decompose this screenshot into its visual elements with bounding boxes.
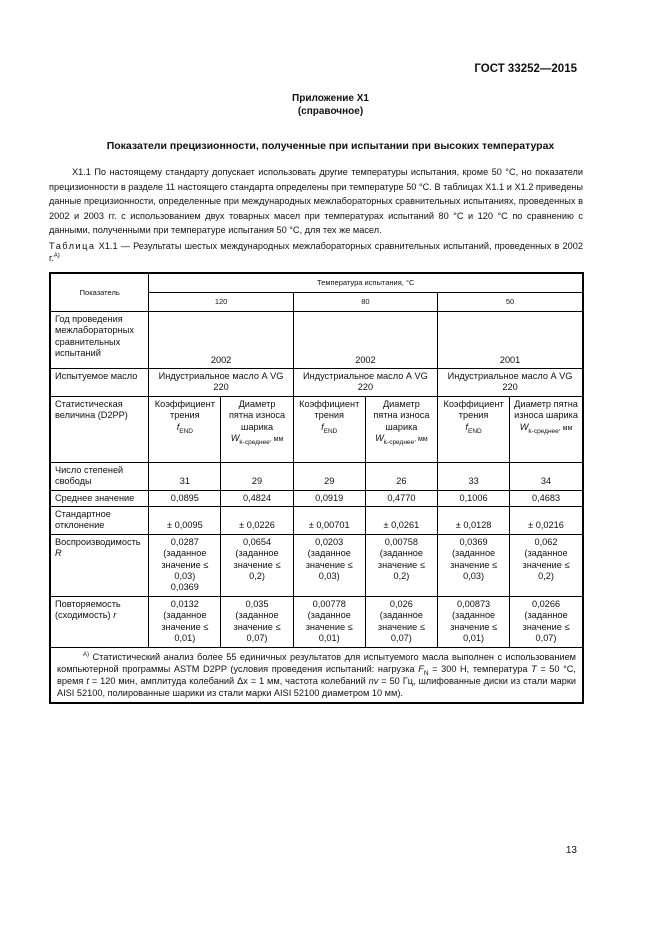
table-footnote-row [50, 647, 583, 703]
paragraph-x1-1: Х1.1 По настоящему стандарту допускает использовать другие температуры испытания, кроме 50 °С, но показатели прецизионности в разделе 11 настоящего стандарта определены при температуре 50 °С. В таблицах Х1.1 и Х1.2 приведены данные прецизионности, определенные при международных межлабораторных сравнительных испытаниях, проведенных в 2002 и 2003 гг. с использованием двух товарных масел при температурах испытаний 80 °С и 120 °С по сравнению с данными, полученными при температуре испытания 50 °С, для тех же масел. [49, 167, 583, 236]
cell-diameter-50: Диаметр пятна износа шарика $W_{k-среднее}$, мм [510, 396, 583, 462]
cell-year-50: 2001 [438, 312, 583, 369]
cell-sd: ± 0,0095 [149, 507, 221, 535]
cell-repro: 0,0287 (заданное значение ≤ 0,03) 0,0369 [149, 534, 221, 596]
cell-year-120: 2002 [149, 312, 293, 369]
cell-sd: ± 0,0128 [438, 507, 510, 535]
table-row [50, 396, 583, 462]
cell-repro: 0,0654 (заданное значение ≤ 0,2) [221, 534, 293, 596]
cell-repeat: 0,0266 (заданное значение ≤ 0,07) [510, 596, 583, 647]
annex-title [0, 92, 661, 118]
table-row [50, 462, 583, 490]
cell-dof: 34 [510, 462, 583, 490]
results-table [49, 272, 584, 704]
cell-repro: 0,0203 (заданное значение ≤ 0,03) [293, 534, 365, 596]
cell-dof: 29 [221, 462, 293, 490]
cell-diameter-120: Диаметр пятна износа шарика $W_{k-среднее}$, мм [221, 396, 293, 462]
table-footnote: $^{A)}$ Статистический анализ более 55 единичных результатов для испытуемого масла выполнен с использованием компьютерной программы ASTM D2PP (условия проведения испытаний: нагрузка $F_N = 300$ Н, температура T = 50 °С, время t = 120 мин, амплитуда колебаний Δx = 1 мм, частота колебаний nv = 50 Гц, шлифованные диски из стали марки AISI 52100, полированные шарики из стали марки AISI 52100 диаметром 10 мм). [50, 647, 583, 703]
cell-repeat: 0,00778 (заданное значение ≤ 0,01) [293, 596, 365, 647]
table-caption-label: Таблица [49, 241, 96, 251]
row-label-mean: Среднее значение [50, 490, 149, 506]
cell-oil-120: Индустриальное масло А VG 220 [149, 369, 293, 397]
annex-label: Приложение Х1 [292, 93, 369, 104]
cell-dof: 29 [293, 462, 365, 490]
table-row [50, 312, 583, 369]
table-row [50, 490, 583, 506]
cell-repeat: 0,035 (заданное значение ≤ 0,07) [221, 596, 293, 647]
cell-year-80: 2002 [293, 312, 437, 369]
cell-sd: ± 0,0216 [510, 507, 583, 535]
cell-mean: 0,0895 [149, 490, 221, 506]
cell-mean: 0,4824 [221, 490, 293, 506]
cell-mean: 0,0919 [293, 490, 365, 506]
table-row [50, 596, 583, 647]
cell-dof: 26 [365, 462, 437, 490]
section-title: Показатели прецизионности, полученные при испытании при высоких температурах [106, 140, 555, 152]
corner-header: Показатель [50, 273, 149, 312]
page-number: 13 [565, 845, 577, 856]
row-label-oil: Испытуемое масло [50, 369, 149, 397]
table-row [50, 369, 583, 397]
cell-repro: 0,062 (заданное значение ≤ 0,2) [510, 534, 583, 596]
cell-diameter-80: Диаметр пятна износа шарика $W_{k-среднее}$, мм [365, 396, 437, 462]
cell-friction-120: Коэффициент трения $f_{END}$ [149, 396, 221, 462]
table-caption-note-mark: A) [53, 252, 60, 259]
cell-repeat: 0,00873 (заданное значение ≤ 0,01) [438, 596, 510, 647]
cell-repro: 0,0369 (заданное значение ≤ 0,03) [438, 534, 510, 596]
cell-dof: 31 [149, 462, 221, 490]
cell-oil-50: Индустриальное масло А VG 220 [438, 369, 583, 397]
cell-sd: ± 0,0261 [365, 507, 437, 535]
annex-type: (справочное) [297, 106, 364, 117]
row-label-reproducibility: Воспроизводимость R [50, 534, 149, 596]
temp-50: 50 [438, 293, 583, 312]
table-caption-text: Х1.1 — Результаты шестых международных межлабораторных сравнительных испытаний, проведенных в 2002 г. [49, 241, 583, 263]
cell-mean: 0,4770 [365, 490, 437, 506]
row-label-year: Год проведения межлабораторных сравнительных испытаний [50, 312, 149, 369]
table-header-row [50, 273, 583, 293]
cell-mean: 0,1006 [438, 490, 510, 506]
cell-sd: ± 0,00701 [293, 507, 365, 535]
cell-repeat: 0,0132 (заданное значение ≤ 0,01) [149, 596, 221, 647]
cell-repro: 0,00758 (заданное значение ≤ 0,2) [365, 534, 437, 596]
row-label-repeatability: Повторяемость (сходимость) r [50, 596, 149, 647]
cell-mean: 0,4683 [510, 490, 583, 506]
cell-dof: 33 [438, 462, 510, 490]
table-row [50, 507, 583, 535]
temperature-header: Температура испытания, °С [149, 273, 583, 293]
cell-sd: ± 0,0226 [221, 507, 293, 535]
cell-repeat: 0,026 (заданное значение ≤ 0,07) [365, 596, 437, 647]
row-label-sd: Стандартное отклонение [50, 507, 149, 535]
cell-friction-80: Коэффициент трения $f_{END}$ [293, 396, 365, 462]
temp-120: 120 [149, 293, 293, 312]
table-row [50, 534, 583, 596]
temp-80: 80 [293, 293, 437, 312]
cell-oil-80: Индустриальное масло А VG 220 [293, 369, 437, 397]
row-label-stat: Статистическая величина (D2PP) [50, 396, 149, 462]
document-code: ГОСТ 33252—2015 [474, 63, 577, 75]
row-label-dof: Число степеней свободы [50, 462, 149, 490]
table-caption [49, 240, 583, 264]
cell-friction-50: Коэффициент трения $f_{END}$ [438, 396, 510, 462]
